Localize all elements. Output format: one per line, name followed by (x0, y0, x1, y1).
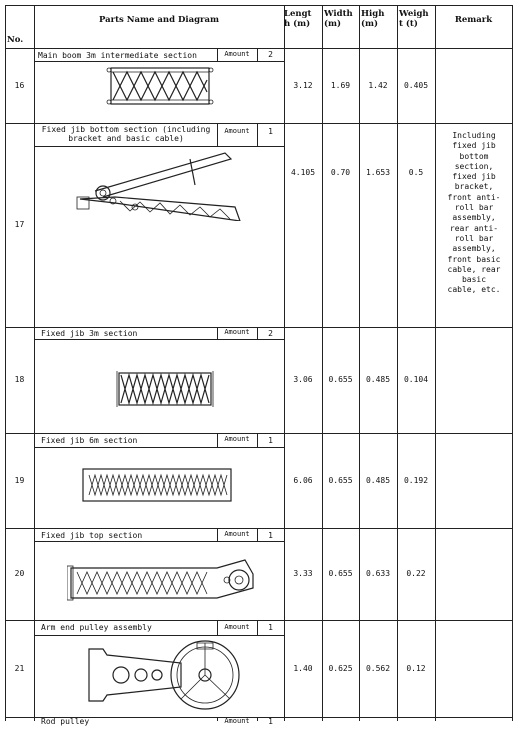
weight-value: 0.22 (406, 569, 426, 578)
high-value: 0.562 (365, 663, 391, 673)
amount-label: Amount (224, 530, 250, 538)
part-name: Main boom 3m intermediate section (38, 51, 197, 60)
amount-value: 2 (268, 50, 273, 59)
parts-table (5, 5, 513, 735)
width-value: 0.70 (330, 167, 351, 177)
length-value: 1.40 (293, 663, 313, 673)
table-border-right (512, 5, 513, 721)
header-no: No. (7, 35, 24, 45)
part-name: Fixed jib 3m section (41, 329, 138, 338)
amount-value: 1 (268, 531, 273, 540)
part-name: Rod pulley (41, 717, 90, 726)
header-high: High (m) (361, 9, 385, 29)
jib-6m-section-diagram (81, 467, 233, 503)
amount-value: 1 (268, 436, 273, 445)
length-value: 6.06 (293, 475, 313, 485)
header-length: Lengt h (m) (284, 9, 312, 29)
jib-bottom-section-diagram (75, 151, 245, 221)
weight-value: 0.12 (406, 663, 426, 673)
high-value: 1.42 (368, 80, 388, 90)
length-value: 3.06 (293, 375, 313, 384)
amount-label: Amount (224, 127, 250, 135)
width-value: 0.625 (328, 663, 353, 673)
amount-value: 1 (268, 623, 273, 632)
jib-top-section-diagram (67, 554, 257, 604)
amount-value: 2 (268, 329, 273, 338)
width-value: 1.69 (330, 80, 351, 90)
header-width: Width (m) (324, 9, 353, 29)
length-value: 3.12 (293, 80, 313, 90)
header-weight: Weigh t (t) (399, 9, 429, 29)
header-parts: Parts Name and Diagram (98, 15, 220, 25)
width-value: 0.655 (328, 569, 353, 578)
part-name: Fixed jib top section (41, 531, 143, 540)
row-no: 21 (14, 663, 25, 673)
length-value: 4.105 (290, 167, 316, 177)
part-name: Fixed jib 6m section (41, 436, 138, 445)
amount-value: 1 (268, 717, 273, 726)
weight-value: 0.5 (408, 167, 424, 177)
header-remark: Remark (454, 15, 493, 25)
amount-label: Amount (224, 717, 250, 725)
amount-label: Amount (224, 435, 250, 443)
high-value: 0.633 (365, 569, 391, 578)
jib-3m-section-diagram (115, 370, 215, 408)
boom-section-diagram (105, 65, 215, 107)
amount-label: Amount (224, 50, 250, 58)
row-no: 18 (14, 375, 25, 384)
amount-label: Amount (224, 623, 250, 631)
part-name: Fixed jib bottom section (including bracket and basic cable) (41, 125, 211, 143)
length-value: 3.33 (293, 569, 313, 578)
col-divider (435, 5, 436, 721)
amount-value: 1 (268, 127, 273, 136)
amount-label: Amount (224, 328, 250, 336)
pulley-assembly-diagram (85, 639, 245, 713)
remark-text: Including fixed jib bottom section, fixed jib bracket, front anti- roll bar assembly, rear anti- roll bar assembly, front basic cable, rear basic cable, etc. (447, 131, 501, 295)
weight-value: 0.405 (403, 80, 429, 90)
row-no: 17 (14, 220, 25, 229)
high-value: 0.485 (365, 475, 391, 485)
width-value: 0.655 (328, 375, 353, 384)
col-divider (34, 5, 35, 721)
high-value: 0.485 (365, 375, 391, 384)
width-value: 0.655 (328, 475, 353, 485)
part-name: Arm end pulley assembly (41, 623, 152, 632)
row-no: 20 (14, 569, 25, 578)
row-no: 16 (14, 80, 25, 90)
weight-value: 0.104 (403, 375, 429, 384)
row-no: 19 (14, 475, 25, 485)
high-value: 1.653 (365, 167, 391, 177)
weight-value: 0.192 (403, 475, 429, 485)
